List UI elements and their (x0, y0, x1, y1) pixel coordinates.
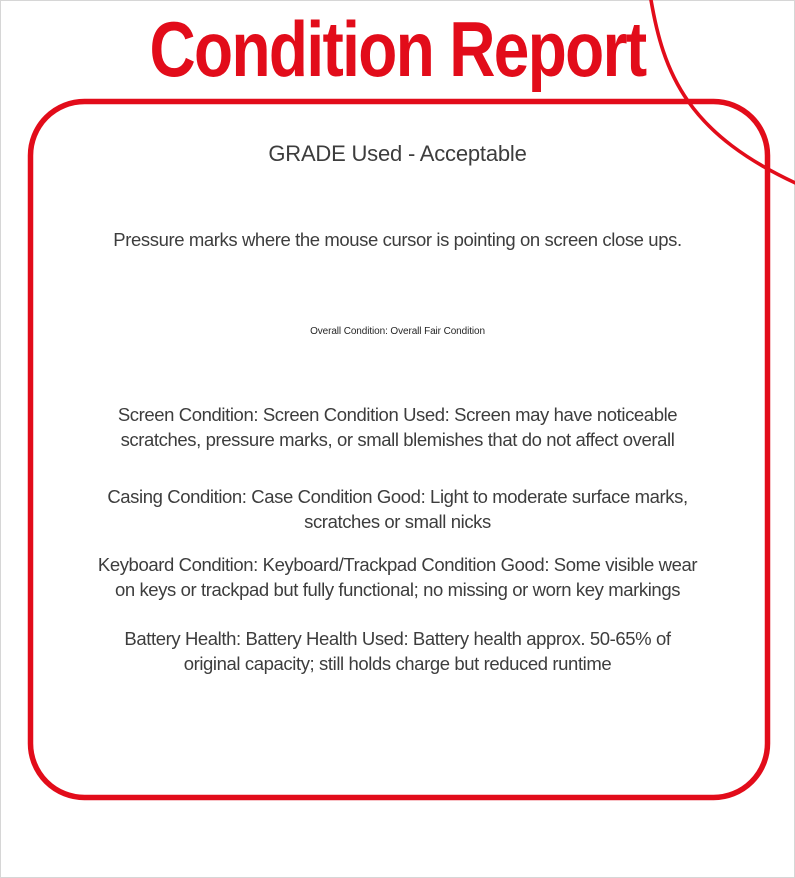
grade-heading: GRADE Used - Acceptable (268, 141, 527, 166)
section-casing-condition (45, 484, 750, 534)
section-keyboard-condition (45, 552, 750, 602)
section-line: Casing Condition: Case Condition Good: Light to moderate surface marks, (107, 486, 688, 507)
section-line: Screen Condition: Screen Condition Used: Screen may have noticeable (117, 404, 678, 425)
section-line: Keyboard Condition: Keyboard/Trackpad Condition Good: Some visible wear (97, 554, 698, 575)
section-line: on keys or trackpad but fully functional; no missing or worn key markings (114, 579, 681, 600)
section-line: scratches or small nicks (304, 511, 491, 532)
section-line: original capacity; still holds charge but reduced runtime (183, 653, 612, 674)
section-battery-health (45, 626, 750, 676)
section-line: Battery Health: Battery Health Used: Battery health approx. 50-65% of (124, 628, 671, 649)
section-screen-condition (45, 402, 750, 452)
overall-condition-text: Overall Condition: Overall Fair Condition (310, 326, 485, 337)
inspection-note: Pressure marks where the mouse cursor is pointing on screen close ups. (113, 229, 682, 250)
section-line: scratches, pressure marks, or small blemishes that do not affect overall (120, 429, 675, 450)
page-title: Condition Report (149, 5, 646, 93)
